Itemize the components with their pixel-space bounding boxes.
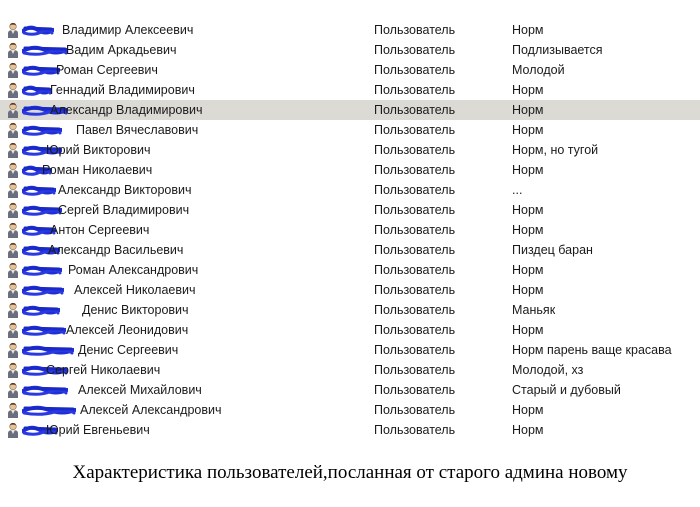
user-role: Пользователь <box>374 23 456 37</box>
user-description: Норм <box>512 23 544 37</box>
user-description: Старый и дубовый <box>512 383 621 397</box>
user-description: Норм <box>512 83 544 97</box>
redaction-scribble <box>22 263 62 276</box>
redaction-scribble <box>22 183 56 196</box>
user-icon <box>6 362 20 378</box>
user-description: Норм <box>512 263 544 277</box>
user-description: ... <box>512 183 523 197</box>
user-role: Пользователь <box>374 343 456 357</box>
user-description: Норм <box>512 203 544 217</box>
user-description: Маньяк <box>512 303 556 317</box>
list-item[interactable] <box>0 300 700 320</box>
user-icon <box>6 182 20 198</box>
user-icon <box>6 222 20 238</box>
list-item[interactable] <box>0 220 700 240</box>
redaction-scribble <box>22 123 62 136</box>
user-name: Алексей Александрович <box>80 403 222 417</box>
list-item[interactable] <box>0 100 700 120</box>
caption: Характеристика пользователей,посланная от старого админа новому <box>72 462 628 483</box>
user-name: Денис Сергеевич <box>78 343 179 357</box>
redaction-scribble <box>22 63 60 76</box>
user-role: Пользователь <box>374 263 456 277</box>
redaction-scribble <box>22 43 68 56</box>
list-item[interactable] <box>0 60 700 80</box>
user-role: Пользователь <box>374 123 456 137</box>
list-item[interactable] <box>0 180 700 200</box>
user-description: Норм <box>512 283 544 297</box>
user-name: Юрий Евгеньевич <box>46 423 150 437</box>
user-role: Пользователь <box>374 63 456 77</box>
user-role: Пользователь <box>374 283 456 297</box>
user-role: Пользователь <box>374 303 456 317</box>
user-name: Роман Александрович <box>68 263 199 277</box>
list-item[interactable] <box>0 200 700 220</box>
list-item[interactable] <box>0 380 700 400</box>
user-icon <box>6 382 20 398</box>
list-item[interactable] <box>0 140 700 160</box>
list-item[interactable] <box>0 340 700 360</box>
user-name: Роман Николаевич <box>42 163 153 177</box>
user-icon <box>6 122 20 138</box>
user-role: Пользователь <box>374 83 456 97</box>
user-description: Норм <box>512 123 544 137</box>
user-description: Молодой, хз <box>512 363 584 377</box>
user-description: Норм <box>512 223 544 237</box>
list-item[interactable] <box>0 240 700 260</box>
user-icon <box>6 342 20 358</box>
user-icon <box>6 62 20 78</box>
user-name: Геннадий Владимирович <box>50 83 195 97</box>
user-description: Норм <box>512 103 544 117</box>
redaction-scribble <box>22 383 68 396</box>
user-icon <box>6 322 20 338</box>
redaction-scribble <box>22 283 64 296</box>
user-name: Александр Владимирович <box>50 103 203 117</box>
list-item[interactable] <box>0 420 700 440</box>
redaction-scribble <box>22 343 74 356</box>
user-icon <box>6 162 20 178</box>
user-role: Пользователь <box>374 143 456 157</box>
user-icon <box>6 302 20 318</box>
user-icon <box>6 82 20 98</box>
user-name: Вадим Аркадьевич <box>66 43 177 57</box>
user-name: Владимир Алексеевич <box>62 23 194 37</box>
user-icon <box>6 22 20 38</box>
user-list <box>0 20 700 440</box>
redaction-scribble <box>22 23 54 36</box>
user-description: Норм <box>512 323 544 337</box>
user-role: Пользователь <box>374 203 456 217</box>
user-description: Норм <box>512 423 544 437</box>
list-item[interactable] <box>0 40 700 60</box>
list-item[interactable] <box>0 160 700 180</box>
user-description: Норм <box>512 403 544 417</box>
user-name: Алексей Михайлович <box>78 383 202 397</box>
user-name: Сергей Николаевич <box>46 363 161 377</box>
user-name: Александр Васильевич <box>48 243 184 257</box>
user-description: Норм парень ваще красава <box>512 343 672 357</box>
list-item[interactable] <box>0 280 700 300</box>
redaction-scribble <box>22 83 52 96</box>
user-role: Пользователь <box>374 163 456 177</box>
user-role: Пользователь <box>374 403 456 417</box>
user-name: Павел Вячеславович <box>76 123 199 137</box>
user-name: Алексей Леонидович <box>66 323 189 337</box>
user-description: Подлизывается <box>512 43 603 57</box>
user-role: Пользователь <box>374 243 456 257</box>
list-item[interactable] <box>0 20 700 40</box>
user-name: Александр Викторович <box>58 183 192 197</box>
user-name: Роман Сергеевич <box>56 63 158 77</box>
user-description: Пиздец баран <box>512 243 593 257</box>
user-icon <box>6 422 20 438</box>
user-icon <box>6 242 20 258</box>
user-description: Молодой <box>512 63 565 77</box>
user-role: Пользователь <box>374 383 456 397</box>
user-name: Алексей Николаевич <box>74 283 196 297</box>
list-item[interactable] <box>0 360 700 380</box>
redaction-scribble <box>22 403 76 416</box>
user-icon <box>6 42 20 58</box>
user-icon <box>6 402 20 418</box>
user-description: Норм <box>512 163 544 177</box>
user-name: Денис Викторович <box>82 303 189 317</box>
user-name: Юрий Викторович <box>46 143 151 157</box>
redaction-scribble <box>22 303 60 316</box>
user-role: Пользователь <box>374 103 456 117</box>
user-role: Пользователь <box>374 423 456 437</box>
user-name: Антон Сергеевич <box>50 223 150 237</box>
user-role: Пользователь <box>374 43 456 57</box>
user-icon <box>6 142 20 158</box>
user-role: Пользователь <box>374 223 456 237</box>
user-icon <box>6 202 20 218</box>
list-item[interactable] <box>0 120 700 140</box>
user-icon <box>6 102 20 118</box>
user-role: Пользователь <box>374 183 456 197</box>
redaction-scribble <box>22 203 62 216</box>
list-item[interactable] <box>0 320 700 340</box>
user-description: Норм, но тугой <box>512 143 599 157</box>
user-name: Сергей Владимирович <box>58 203 190 217</box>
redaction-scribble <box>22 323 66 336</box>
user-icon <box>6 282 20 298</box>
list-item[interactable] <box>0 80 700 100</box>
list-item[interactable] <box>0 260 700 280</box>
user-icon <box>6 262 20 278</box>
list-item[interactable] <box>0 400 700 420</box>
user-role: Пользователь <box>374 323 456 337</box>
user-role: Пользователь <box>374 363 456 377</box>
